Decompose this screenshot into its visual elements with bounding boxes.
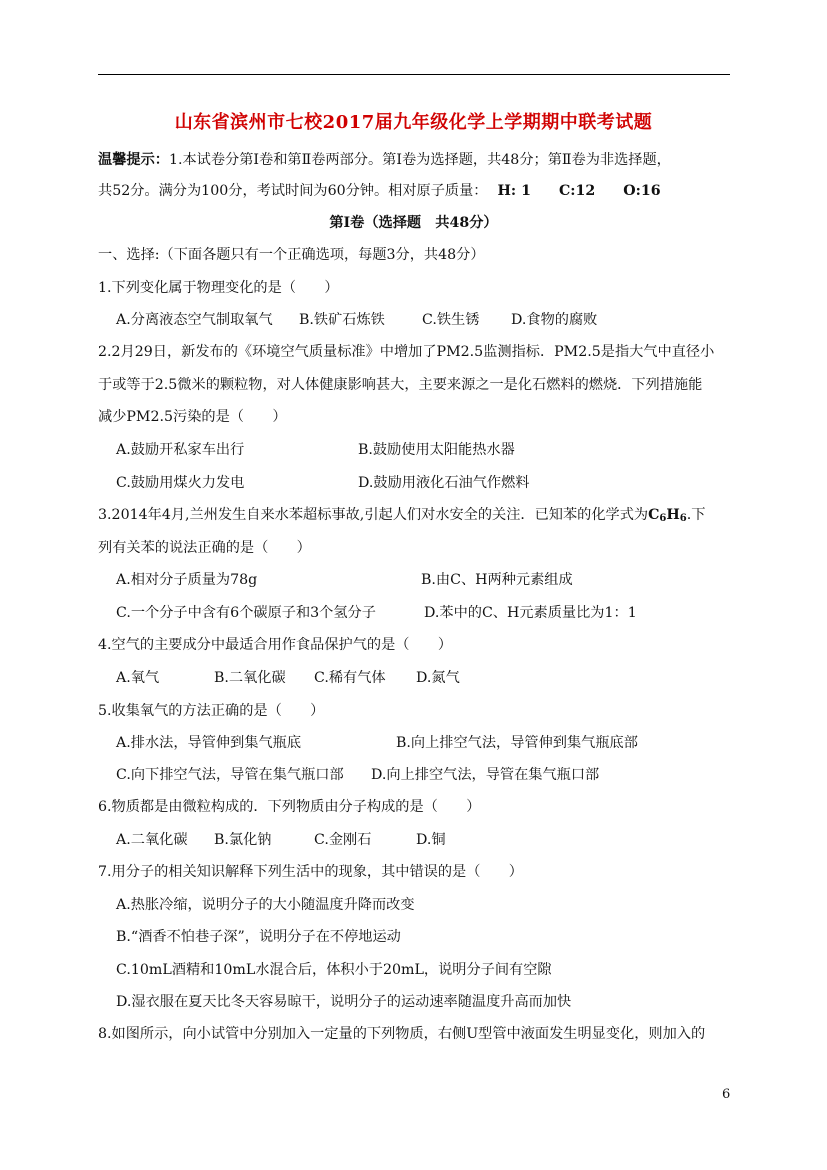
mass-h: H: 1: [497, 183, 531, 199]
q3-options-row-2: [116, 603, 637, 623]
q6-option-b: B.氯化钠: [214, 832, 272, 848]
q3-option-b: B.由C、H两种元素组成: [421, 572, 573, 588]
q3-option-c: C.一个分子中含有6个碳原子和3个氢分子: [116, 605, 376, 621]
q1-stem: 1.下列变化属于物理变化的是（ ）: [98, 280, 339, 296]
q4-option-c: C.稀有气体: [314, 670, 386, 686]
q2-option-a: A.鼓励开私家车出行: [116, 442, 245, 458]
notice-text-1: 1.本试卷分第Ⅰ卷和第Ⅱ卷两部分。第Ⅰ卷为选择题，共48分；第Ⅱ卷为非选择题，: [168, 152, 671, 168]
q6-stem: 6.物质都是由微粒构成的．下列物质由分子构成的是（ ）: [98, 799, 481, 815]
q7-option-c: C.10mL酒精和10mL水混合后，体积小于20mL，说明分子间有空隙: [116, 962, 552, 978]
part-heading: 一、选择:（下面各题只有一个正确选项，每题3分，共48分）: [98, 247, 485, 263]
q5-option-a: A.排水法，导管伸到集气瓶底: [116, 735, 302, 751]
q3-text-1-end: .下: [686, 507, 706, 523]
q4-option-b: B.二氧化碳: [214, 670, 286, 686]
section-title: 第Ⅰ卷（选择题 共48分）: [329, 215, 498, 231]
q1-options: [116, 310, 597, 330]
q1-option-b: B.铁矿石炼铁: [299, 312, 385, 328]
q2-line-1: 2.2月29日，新发布的《环境空气质量标准》中增加了PM2.5监测指标．PM2.5是指大气中直径小: [98, 344, 715, 360]
q3-line-1: [98, 505, 705, 529]
q3-option-a: A.相对分子质量为78g: [116, 572, 258, 588]
notice-line-1: [98, 150, 671, 170]
q4-option-a: A.氧气: [116, 670, 160, 686]
q6-option-a: A.二氧化碳: [116, 832, 188, 848]
q3-text-1: 3.2014年4月,兰州发生自来水苯超标事故,引起人们对水安全的关注．已知苯的化学式为: [98, 507, 649, 523]
q6-option-c: C.金刚石: [314, 832, 372, 848]
q7-option-a: A.热胀冷缩，说明分子的大小随温度升降而改变: [116, 897, 415, 913]
q2-option-b: B.鼓励使用太阳能热水器: [358, 442, 515, 458]
q4-stem: 4.空气的主要成分中最适合用作食品保护气的是（ ）: [98, 637, 453, 653]
q6-option-d: D.铜: [416, 832, 446, 848]
q2-line-3: 减少PM2.5污染的是（ ）: [98, 409, 287, 425]
q3-options-row-1: [116, 570, 573, 590]
q5-options-row-1: [116, 733, 638, 753]
q3-formula: $C_6H_6$: [648, 507, 687, 524]
q7-option-b: B.“酒香不怕巷子深”，说明分子在不停地运动: [116, 929, 401, 945]
q1-option-a: A.分离液态空气制取氧气: [116, 312, 273, 328]
q3-option-d: D.苯中的C、H元素质量比为1：1: [424, 605, 637, 621]
mass-o: O:16: [623, 183, 661, 199]
q5-option-b: B.向上排空气法，导管伸到集气瓶底部: [396, 735, 638, 751]
q4-option-d: D.氮气: [416, 670, 460, 686]
q7-option-d: D.湿衣服在夏天比冬天容易晾干，说明分子的运动速率随温度升高而加快: [116, 994, 572, 1010]
q5-options-row-2: [116, 765, 599, 785]
q5-option-d: D.向上排空气法，导管在集气瓶口部: [371, 767, 600, 783]
document-title: 山东省滨州市七校2017届九年级化学上学期期中联考试题: [174, 112, 653, 133]
q7-stem: 7.用分子的相关知识解释下列生活中的现象，其中错误的是（ ）: [98, 864, 523, 880]
q2-option-d: D.鼓励用液化石油气作燃料: [358, 475, 530, 491]
q5-stem: 5.收集氧气的方法正确的是（ ）: [98, 703, 325, 719]
q3-line-2: 列有关苯的说法正确的是（ ）: [98, 540, 311, 556]
notice-line-2: [98, 181, 661, 201]
q2-options-row-2: [116, 473, 529, 493]
q8-line-1: 8.如图所示，向小试管中分别加入一定量的下列物质，右侧U型管中液面发生明显变化，则加入的: [98, 1026, 706, 1042]
q1-option-d: D.食物的腐败: [511, 312, 598, 328]
q4-options: [116, 668, 460, 688]
q2-options-row-1: [116, 440, 515, 460]
notice-text-2: 共52分。满分为100分，考试时间为60分钟。相对原子质量：: [98, 183, 488, 199]
q5-option-c: C.向下排空气法，导管在集气瓶口部: [116, 767, 344, 783]
q2-line-2: 于或等于2.5微米的颗粒物，对人体健康影响甚大，主要来源之一是化石燃料的燃烧．下列措施能: [98, 377, 703, 393]
q2-option-c: C.鼓励用煤火力发电: [116, 475, 245, 491]
q1-option-c: C.铁生锈: [422, 312, 480, 328]
q6-options: [116, 830, 446, 850]
header-rule: [98, 74, 730, 75]
page-number: 6: [722, 1087, 731, 1102]
mass-c: C:12: [558, 183, 596, 199]
notice-label: 温馨提示：: [98, 152, 169, 168]
